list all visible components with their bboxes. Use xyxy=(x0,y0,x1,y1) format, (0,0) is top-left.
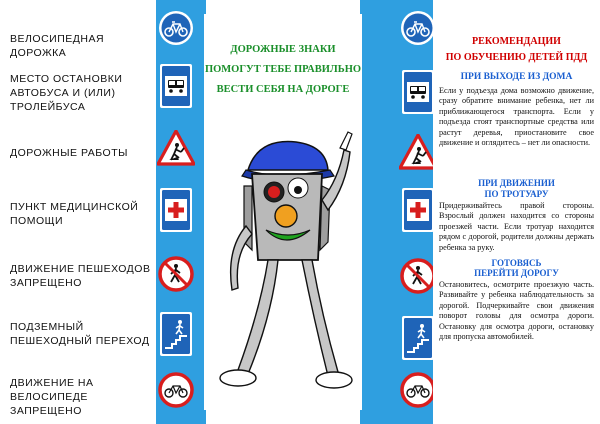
bus-stop-sign-icon xyxy=(402,70,434,114)
section1-text: Если у подъезда дома возможно движение, сразу обратите внимание ребенка, нет ли приближающегося транспорта. Если у подъезда стоят транспортные средства или растут деревья, приостановите свое движение и оглядитесь – нет ли опасности. xyxy=(439,86,594,148)
middle-title-line-3: ВЕСТИ СЕБЯ НА ДОРОГЕ xyxy=(216,84,350,95)
middle-title-line-2: ПОМОГУТ ТЕБЕ ПРАВИЛЬНО xyxy=(204,64,362,75)
label-no-pedestrians: ДВИЖЕНИЕ ПЕШЕХОДОВ ЗАПРЕЩЕНО xyxy=(10,263,151,289)
underground-crossing-sign-icon xyxy=(402,316,434,360)
no-pedestrians-sign-icon xyxy=(158,256,194,292)
bus-stop-sign-icon xyxy=(160,64,192,108)
section3-title-line-2: ПЕРЕЙТИ ДОРОГУ xyxy=(474,268,559,278)
underground-crossing-sign-icon xyxy=(160,312,192,356)
label-road-works: ДОРОЖНЫЕ РАБОТЫ xyxy=(10,147,128,159)
bicycle-path-sign-icon xyxy=(158,10,194,46)
sign-column-right xyxy=(398,0,438,424)
section3-title-line-1: ГОТОВЯСЬ xyxy=(491,258,542,268)
no-bicycles-sign-icon xyxy=(158,372,194,408)
section2-title-line-2: ПО ТРОТУАРУ xyxy=(484,189,549,199)
middle-title-line-1: ДОРОЖНЫЕ ЗНАКИ xyxy=(230,44,336,55)
section2-text: Придерживайтесь правой стороны. Взрослый должен находится со стороны проезжей части. Если тротуар находится рядом с дорогой, родители должны держать ребенка за руку. xyxy=(439,201,594,252)
bicycle-path-sign-icon xyxy=(400,10,436,46)
sign-column-left xyxy=(156,0,196,424)
medical-aid-sign-icon xyxy=(160,188,192,232)
section3-text: Остановитесь, осмотрите проезжую часть. Развивайте у ребенка наблюдательность за дорогой. Подчеркивайте свои движения поворот головы для осмотра дороги. Остановку для осмотра дороги, остановку для пропуска автомобилей. xyxy=(439,280,594,342)
section1-title: ПРИ ВЫХОДЕ ИЗ ДОМА xyxy=(460,72,573,82)
road-works-sign-icon xyxy=(399,134,437,170)
section2-title-line-1: ПРИ ДВИЖЕНИИ xyxy=(478,178,555,188)
label-bus-stop: МЕСТО ОСТАНОВКИ АВТОБУСА И (ИЛИ) ТРОЛЕЙБУСА xyxy=(10,73,123,113)
medical-aid-sign-icon xyxy=(402,188,434,232)
road-works-sign-icon xyxy=(157,130,195,166)
label-medical-aid: ПУНКТ МЕДИЦИНСКОЙ ПОМОЩИ xyxy=(10,201,139,227)
label-underground-crossing: ПОДЗЕМНЫЙ ПЕШЕХОДНЫЙ ПЕРЕХОД xyxy=(10,321,150,347)
recommendations-heading-line-1: РЕКОМЕНДАЦИИ xyxy=(472,36,561,47)
label-no-bicycles: ДВИЖЕНИЕ НА ВЕЛОСИПЕДЕ ЗАПРЕЩЕНО xyxy=(10,377,94,417)
label-bicycle-path: ВЕЛОСИПЕДНАЯ ДОРОЖКА xyxy=(10,33,105,59)
middle-panel xyxy=(204,14,362,410)
recommendations-heading-line-2: ПО ОБУЧЕНИЮ ДЕТЕЙ ПДД xyxy=(445,52,588,63)
right-panel xyxy=(433,0,600,424)
traffic-light-mascot-illustration xyxy=(218,130,354,404)
no-bicycles-sign-icon xyxy=(400,372,436,408)
no-pedestrians-sign-icon xyxy=(400,258,436,294)
blue-stripe-middle xyxy=(360,0,400,424)
